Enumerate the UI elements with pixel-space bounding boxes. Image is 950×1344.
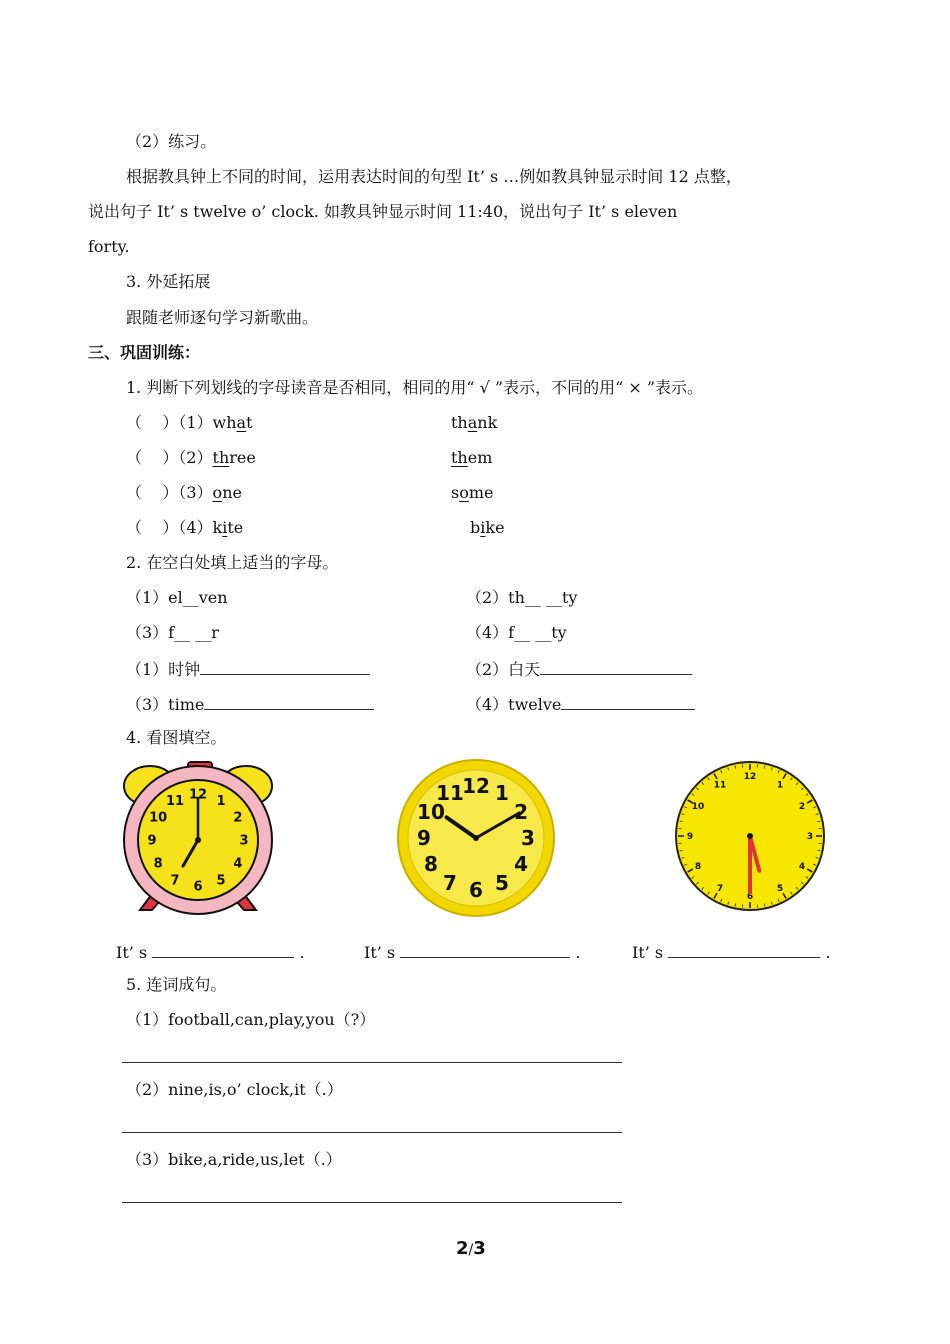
clock-numeral: 9 [147, 833, 157, 849]
answer-blank[interactable] [200, 658, 370, 675]
clock-numeral: 8 [694, 862, 702, 873]
clock-numeral: 4 [798, 862, 806, 873]
clock-numeral: 12 [462, 774, 490, 799]
answer-blank[interactable] [668, 941, 820, 958]
clock-numeral: 10 [417, 800, 445, 825]
q4-instruction: 4. 看图填空。 [126, 728, 227, 747]
q1-row-2-compare: them [451, 448, 493, 467]
clock-numeral: 2 [798, 802, 806, 813]
answer-line[interactable] [122, 1062, 622, 1063]
q4-answer-line: It’ s . [364, 943, 581, 962]
simple-clock-image [672, 760, 828, 912]
q2-item-3[interactable]: （3）f__ __r [126, 623, 219, 642]
clock-numeral: 6 [193, 879, 203, 895]
clock-numeral: 5 [216, 873, 226, 889]
section3-heading: 三、巩固训练： [88, 343, 201, 362]
answer-blank[interactable] [400, 941, 570, 958]
q4-answer-line: It’ s . [632, 943, 831, 962]
clock-numeral: 2 [233, 810, 243, 826]
q3-item-4: （4）twelve [466, 693, 695, 715]
q3-item-2: （2）白天 [466, 658, 692, 680]
clock-numeral: 9 [686, 832, 694, 843]
clock-numeral: 11 [713, 780, 727, 791]
clock-center [747, 833, 753, 839]
clock-numeral: 4 [514, 852, 528, 877]
clock-center [195, 837, 201, 843]
q5-item-1: （1）football,can,play,you（?） [126, 1010, 376, 1029]
clock-numeral: 3 [239, 833, 249, 849]
q1-instruction: 1. 判断下列划线的字母读音是否相同，相同的用“ √ ”表示，不同的用“ × ”表示。 [126, 378, 704, 397]
clock-numeral: 10 [149, 810, 168, 826]
clock-numeral: 3 [806, 832, 814, 843]
clock-numeral: 1 [495, 781, 509, 806]
extension-heading: 3. 外延拓展 [126, 272, 211, 291]
practice-paragraph-line1: 根据教具钟上不同的时间，运用表达时间的句型 It’ s …例如教具钟显示时间 12 点整， [126, 167, 742, 186]
clock-numeral: 11 [165, 793, 185, 809]
q5-item-2: （2）nine,is,o’ clock,it（.） [126, 1080, 343, 1099]
q5-instruction: 5. 连词成句。 [126, 975, 227, 994]
clock-numeral: 6 [746, 892, 754, 903]
answer-bracket[interactable]: （ ） [126, 483, 179, 502]
q1-row-3: （ ）（3）one [126, 483, 242, 502]
practice-paragraph-line2: 说出句子 It’ s twelve o’ clock. 如教具钟显示时间 11:40，说出句子 It’ s eleven [88, 202, 678, 221]
clock-numeral: 5 [495, 871, 509, 896]
clock-numeral: 5 [776, 884, 784, 895]
answer-blank[interactable] [561, 693, 695, 710]
answer-blank[interactable] [204, 693, 374, 710]
clock-numeral: 7 [170, 873, 180, 889]
answer-line[interactable] [122, 1132, 622, 1133]
answer-bracket[interactable]: （ ） [126, 448, 179, 467]
q5-item-3: （3）bike,a,ride,us,let（.） [126, 1150, 342, 1169]
answer-blank[interactable] [152, 941, 294, 958]
clock-numeral: 11 [436, 781, 464, 806]
clock-numeral: 7 [443, 871, 457, 896]
q2-item-1[interactable]: （1）el__ven [126, 588, 228, 607]
clock-numeral: 6 [469, 878, 483, 903]
clock-numeral: 7 [716, 884, 724, 895]
clock-numeral: 8 [153, 856, 163, 872]
q1-row-1-compare: thank [451, 413, 498, 432]
clock-numeral: 1 [216, 793, 226, 809]
clock-numeral: 2 [514, 800, 528, 825]
clock-numeral: 9 [417, 826, 431, 851]
clock-numeral: 8 [424, 852, 438, 877]
page-number: 2/3 [456, 1238, 486, 1259]
alarm-clock-image [118, 758, 278, 916]
q1-row-1: （ ）（1）what [126, 413, 253, 432]
q3-item-3: （3）time [126, 693, 374, 715]
clock-center [473, 835, 479, 841]
q1-row-2: （ ）（2）three [126, 448, 256, 467]
wall-clock-image [394, 758, 558, 918]
extension-text: 跟随老师逐句学习新歌曲。 [126, 308, 319, 327]
answer-bracket[interactable]: （ ） [126, 413, 179, 432]
clock-numeral: 10 [691, 802, 705, 813]
clock-numeral: 3 [521, 826, 535, 851]
clock-numeral: 12 [188, 787, 208, 803]
answer-blank[interactable] [540, 658, 692, 675]
q2-item-2[interactable]: （2）th__ __ty [466, 588, 578, 607]
q3-item-1: （1）时钟 [126, 658, 370, 680]
practice-heading: （2）练习。 [126, 132, 217, 151]
q1-row-3-compare: some [451, 483, 494, 502]
answer-bracket[interactable]: （ ） [126, 518, 179, 537]
clock-numeral: 1 [776, 780, 784, 791]
q1-row-4: （ ）（4）kite [126, 518, 244, 537]
clock-numeral: 12 [743, 772, 757, 783]
q4-answer-line: It’ s . [116, 943, 305, 962]
answer-line[interactable] [122, 1202, 622, 1203]
q1-row-4-compare: bike [470, 518, 505, 537]
q2-item-4[interactable]: （4）f__ __ty [466, 623, 567, 642]
q2-instruction: 2. 在空白处填上适当的字母。 [126, 553, 339, 572]
practice-paragraph-line3: forty. [88, 237, 130, 256]
clock-numeral: 4 [233, 856, 243, 872]
